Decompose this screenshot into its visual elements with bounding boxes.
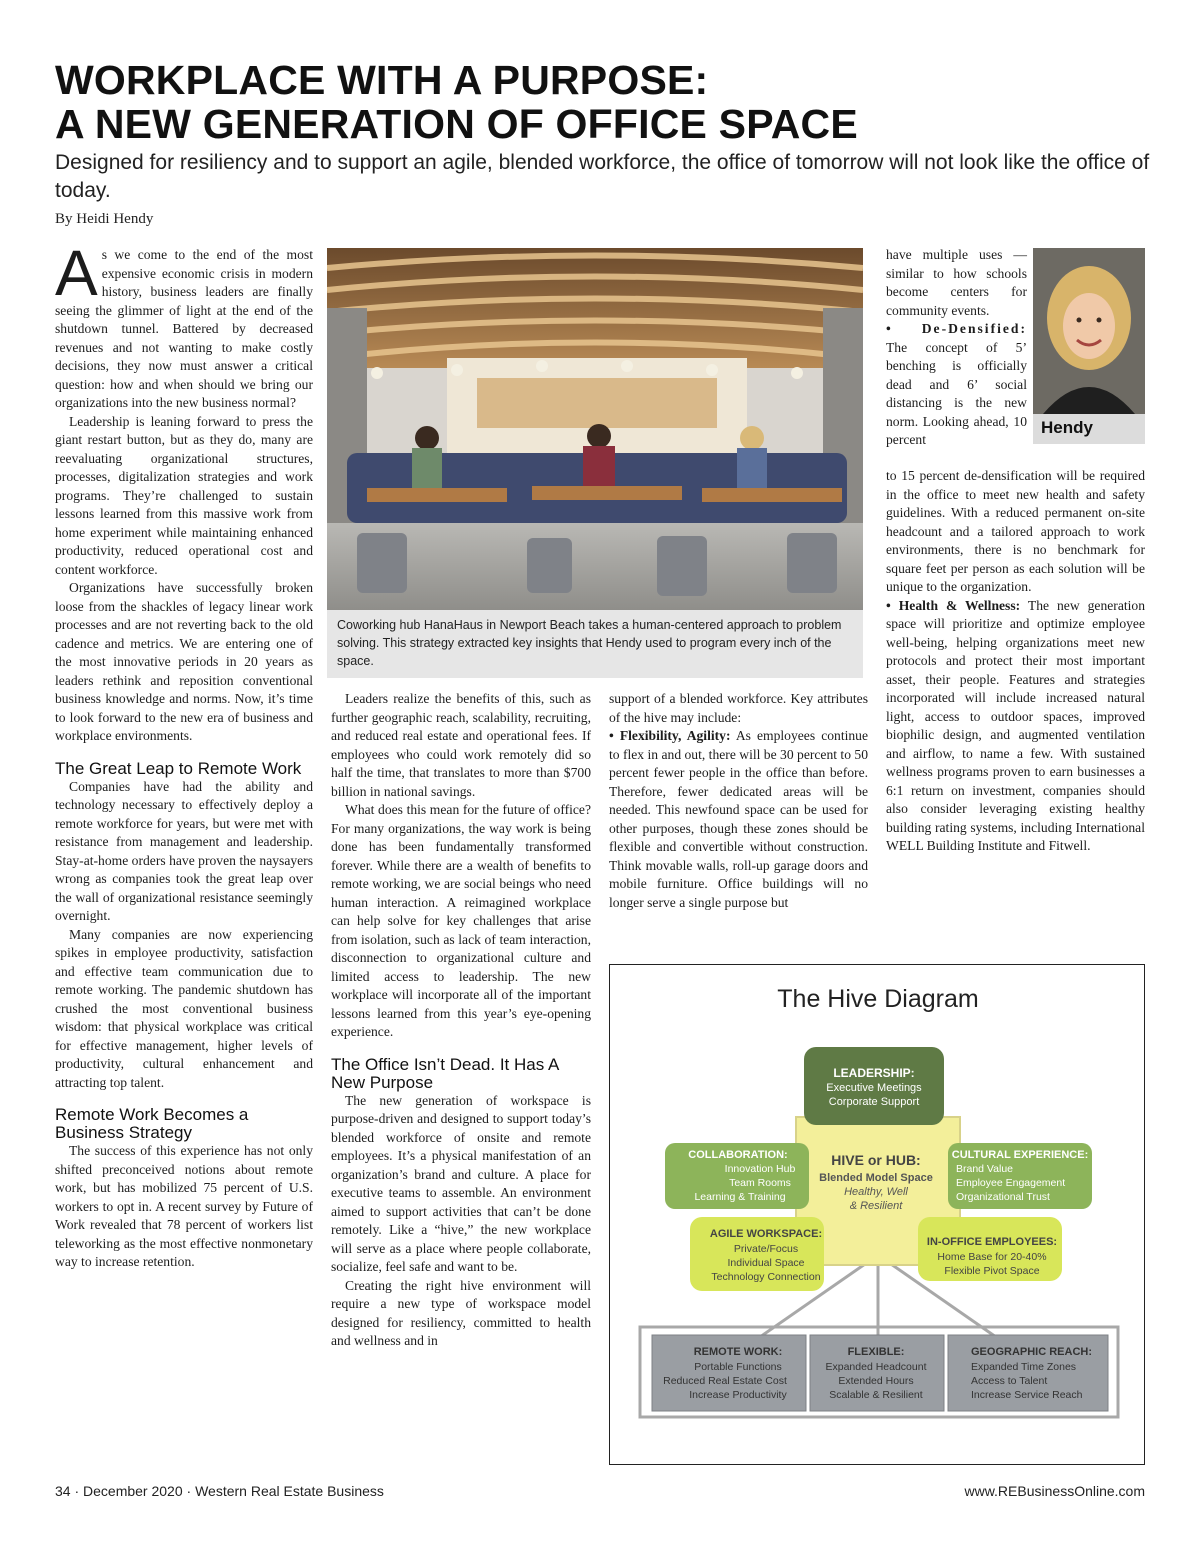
hub-title: HIVE or HUB:	[831, 1152, 921, 1168]
bullet-label: • De-Densified:	[886, 321, 1027, 336]
collaboration-line: Learning & Training	[694, 1191, 786, 1203]
bullet-paragraph: • Flexibility, Agility: As employees continue to flex in and out, there will be 30 percent to 50 percent fewer people in the office than before. Therefore, fewer dedicated areas will be needed. This newfound space can be used for other purposes, though these zones should be flexible and convertible without construction. Think movable walls, roll-up garage doors and mobile furniture. Office buildings will no longer serve a single purpose but	[609, 728, 868, 910]
section-heading: The Great Leap to Remote Work	[55, 758, 302, 778]
flexible-line: Scalable & Resilient	[829, 1389, 923, 1401]
paragraph: Leadership is leaning forward to press the giant restart button, but as they do, many are reevaluating organizational structures, processes, digitalization strategies and work programs. They’re challenged to sustain lessons learned from this massive work from home experiment while maintaining enhanced productivity, reduced operational cost and content workforce.	[55, 413, 313, 577]
collaboration-title: COLLABORATION:	[688, 1149, 788, 1161]
author-headshot	[1033, 248, 1145, 414]
cultural-title: CULTURAL EXPERIENCE:	[951, 1149, 1089, 1161]
paragraph: Leaders realize the benefits of this, such as further geographic reach, scalability, recruiting, and reduced real estate and operational fees. If employees who could work remotely did so half the time, that translates to more than $700 billion in national savings.	[331, 691, 591, 799]
paragraph: support of a blended workforce. Key attributes of the hive may include:	[609, 691, 868, 725]
section-heading: Remote Work Becomes a Business Strategy	[55, 1105, 249, 1142]
remote-line: Reduced Real Estate Cost	[663, 1375, 787, 1387]
paragraph: What does this mean for the future of office? For many organizations, the way work is being done has been fundamentally transformed forever. While there are a wealth of benefits to remote working, we are social beings who need human interaction. A reimagined workplace can help solve for key challenges that arise from isolation, such as lack of team interaction, disconnection to organizational culture and limited access to leadership. The new workplace will incorporate all of the important lessons learned from this year’s eye-opening experience.	[331, 802, 591, 1039]
subheadline: Designed for resiliency and to support an agile, blended workforce, the office of tomorrow will not look like the office of today.	[55, 151, 1150, 202]
paragraph: The success of this experience has not only shifted preconceived notions about remote work, but has mobilized 75 percent of U.S. workers to opt in. A recent survey by Future of Work revealed that 78 percent of workers list teleworking as the most effective nonmonetary way to increase retention.	[55, 1143, 313, 1269]
bullet-paragraph: • De-Densified: The concept of 5’ benching is officially dead and 6’ social distancing is the new norm. Looking ahead, 10 percent	[886, 321, 1027, 447]
paragraph: Organizations have successfully broken loose from the shackles of legacy linear work processes and are not reverting back to the old cadence and metrics. We are entering one of the most innovative periods in 20 years as leaders rethink and reposition conventional business knowledge and norms. Now, it’s time to look forward to the new era of business and workplace environments.	[55, 580, 313, 743]
collaboration-line: Team Rooms	[729, 1177, 791, 1189]
column-2	[331, 690, 591, 1351]
section-heading: The Office Isn’t Dead. It Has A New Purpose	[331, 1054, 559, 1092]
inoffice-line: Home Base for 20-40%	[937, 1251, 1047, 1263]
paragraph: have multiple uses — similar to how schools become centers for community events.	[886, 247, 1027, 318]
column-1	[55, 237, 313, 1272]
headline-line-1: WORKPLACE WITH A PURPOSE:	[55, 57, 709, 103]
bullet-paragraph: • Health & Wellness: The new generation space will prioritize and optimize employee well-being, helping organizations meet new protocols and protect their most important asset, their people. Features and strategies incorporated will include increased natural light, access to outdoor spaces, improved biophilic design, and augmented ventilation and airflow, to name a few. With sustained wellness programs proven to earn businesses a 6:1 return on investment, companies should also consider leveraging existing healthy building rating systems, including International WELL Building Institute and Fitwell.	[886, 597, 1145, 853]
column-3	[609, 690, 868, 912]
bullet-label: • Flexibility, Agility:	[609, 728, 731, 743]
hub-line: & Resilient	[849, 1200, 903, 1212]
paragraph: The new generation of workspace is purpose-driven and designed to support today’s blended workforce of onsite and remote employees. It’s a physical manifestation of an organization’s brand and culture. A place for executive teams to assemble. An environment aimed to support activities that can’t be done remotely. Like a “hive,” the new workplace will serve as a place where people collaborate, socialize, feel safe and want to be.	[331, 1092, 591, 1274]
drop-cap: A	[55, 237, 98, 309]
paragraph: As we come to the end of the most expensive economic crisis in modern history, business leaders are finally seeing the glimmer of light at the end of the shutdown tunnel. Battered by decreased revenues and not wanting to make costly decisions, they now must answer a critical question: how and when should we bring our organizations into the new business normal?	[55, 237, 313, 410]
bullet-label: • Health & Wellness:	[886, 597, 1021, 613]
leadership-title: LEADERSHIP:	[833, 1066, 915, 1080]
headshot-caption: Hendy	[1033, 414, 1145, 444]
diagram-title: The Hive Diagram	[777, 985, 979, 1013]
leadership-line: Executive Meetings	[826, 1082, 922, 1094]
coworking-photo	[327, 248, 863, 610]
geo-title: GEOGRAPHIC REACH:	[971, 1346, 1093, 1358]
page-footer-left: 34 · December 2020 · Western Real Estate Business	[55, 1483, 384, 1499]
headline-line-2: A NEW GENERATION OF OFFICE SPACE	[55, 101, 858, 147]
cultural-line: Employee Engagement	[956, 1177, 1066, 1189]
column-4-bottom	[886, 467, 1145, 856]
flexible-line: Extended Hours	[838, 1375, 914, 1387]
remote-line: Increase Productivity	[689, 1389, 787, 1401]
photo-caption: Coworking hub HanaHaus in Newport Beach takes a human-centered approach to problem solving. This strategy extracted key insights that Hendy used to program every inch of the space.	[327, 610, 863, 678]
paragraph: Many companies are now experiencing spikes in employee productivity, satisfaction and effective team communication due to remote working. The pandemic shutdown has crushed the most conventional business wisdom: that physical workplace was critical for effective management, higher levels of productivity, cultural enhancement and attracting top talent.	[55, 926, 313, 1090]
byline: By Heidi Hendy	[55, 211, 154, 227]
column-4-top	[886, 246, 1027, 450]
hub-line: Healthy, Well	[844, 1186, 908, 1198]
leadership-line: Corporate Support	[828, 1096, 920, 1108]
remote-title: REMOTE WORK:	[693, 1346, 783, 1358]
hub-line: Blended Model Space	[819, 1172, 933, 1184]
paragraph: Companies have had the ability and technology necessary to effectively deploy a remote workforce for years, but were met with resistance from management and leadership. Stay-at-home orders have proven the naysayers wrong as companies took the great leap over the wall of organizational resistance seemingly overnight.	[55, 778, 313, 923]
inoffice-title: IN-OFFICE EMPLOYEES:	[926, 1236, 1058, 1248]
flexible-line: Expanded Headcount	[825, 1361, 927, 1373]
agile-line: Individual Space	[727, 1257, 805, 1269]
geo-line: Increase Service Reach	[971, 1389, 1083, 1401]
headline	[55, 58, 1155, 146]
paragraph: to 15 percent de-densification will be required in the office to meet new health and safety guidelines. With a reduced permanent on-site headcount and a tailored approach to work environments, there is no benchmark for square feet per person as each solution will be unique to the organization.	[886, 468, 1145, 594]
remote-line: Portable Functions	[694, 1361, 782, 1373]
flexible-title: FLEXIBLE:	[847, 1346, 905, 1358]
agile-line: Technology Connection	[711, 1271, 821, 1283]
cultural-line: Brand Value	[956, 1163, 1014, 1175]
agile-line: Private/Focus	[733, 1243, 799, 1255]
cultural-line: Organizational Trust	[956, 1191, 1050, 1203]
geo-line: Expanded Time Zones	[971, 1361, 1077, 1373]
collaboration-line: Innovation Hub	[724, 1163, 796, 1175]
geo-line: Access to Talent	[971, 1375, 1048, 1387]
agile-title: AGILE WORKSPACE:	[709, 1228, 823, 1240]
paragraph: Creating the right hive environment will require a new type of workspace model designed for resiliency, committed to health and wellness and in	[331, 1277, 591, 1348]
hive-diagram	[609, 964, 1145, 1465]
page-footer-right: www.REBusinessOnline.com	[964, 1483, 1145, 1499]
inoffice-line: Flexible Pivot Space	[944, 1265, 1040, 1277]
